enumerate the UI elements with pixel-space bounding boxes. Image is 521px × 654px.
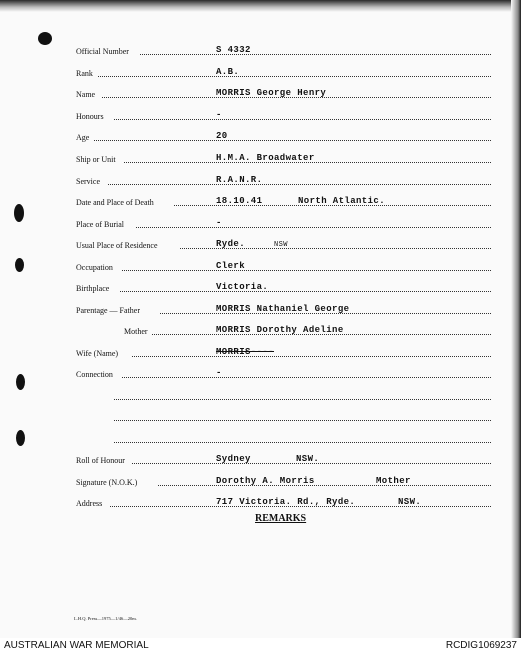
dotted-leader — [140, 54, 491, 55]
dotted-leader — [122, 377, 491, 378]
dotted-leader — [98, 76, 491, 77]
death-date-value: 18.10.41 — [216, 196, 263, 206]
address-state: NSW. — [398, 497, 422, 507]
occupation-value: Clerk — [216, 261, 246, 271]
name-value: MORRIS George Henry — [216, 88, 327, 98]
field-label: Age — [76, 133, 90, 142]
rank-value: A.B. — [216, 67, 240, 77]
field-label: Service — [76, 177, 100, 186]
dotted-leader — [132, 356, 491, 357]
dotted-leader — [158, 485, 491, 486]
ship-value: H.M.A. Broadwater — [216, 153, 315, 163]
punch-hole-icon — [16, 374, 25, 390]
signature-row — [76, 474, 491, 488]
address-row — [76, 495, 491, 509]
field-label: Parentage — Father — [76, 306, 140, 315]
connection-value: - — [216, 368, 222, 378]
father-value: MORRIS Nathaniel George — [216, 304, 350, 314]
service-value: R.A.N.R. — [216, 175, 263, 185]
scan-right-edge — [511, 0, 521, 638]
signature-relation: Mother — [376, 476, 411, 486]
field-label: Mother — [124, 327, 148, 336]
connection-blank-line — [76, 431, 491, 445]
archive-name: AUSTRALIAN WAR MEMORIAL — [4, 640, 149, 651]
death-place-value: North Atlantic. — [298, 196, 386, 206]
field-label: Name — [76, 90, 96, 99]
dotted-leader — [122, 270, 491, 271]
field-label: Address — [76, 499, 103, 508]
signature-value: Dorothy A. Morris — [216, 476, 315, 486]
occupation-row — [76, 259, 491, 273]
field-label: Place of Burial — [76, 220, 124, 229]
field-label: Wife (Name) — [76, 349, 119, 358]
roll-of-honour-row — [76, 452, 491, 466]
residence-state: NSW — [274, 241, 288, 249]
residence-row — [76, 237, 491, 251]
connection-blank-line — [76, 409, 491, 423]
scan-top-edge — [0, 0, 521, 12]
wife-row — [76, 345, 491, 359]
field-label: Official Number — [76, 47, 129, 56]
rank-row — [76, 65, 491, 79]
punch-hole-icon — [14, 204, 24, 222]
dotted-leader — [114, 119, 491, 120]
field-label: Usual Place of Residence — [76, 241, 158, 250]
mother-value: MORRIS Dorothy Adeline — [216, 325, 344, 335]
birthplace-row — [76, 280, 491, 294]
field-label: Signature (N.O.K.) — [76, 478, 138, 487]
age-value: 20 — [216, 131, 228, 141]
death-row — [76, 194, 491, 208]
dotted-leader — [114, 420, 491, 421]
mother-row — [76, 323, 491, 337]
service-row — [76, 173, 491, 187]
punch-hole-icon — [38, 32, 52, 45]
field-label: Ship or Unit — [76, 155, 116, 164]
field-label: Connection — [76, 370, 113, 379]
ship-row — [76, 151, 491, 165]
archive-footer — [0, 638, 521, 654]
age-row — [76, 129, 491, 143]
honours-row — [76, 108, 491, 122]
dotted-leader — [114, 399, 491, 400]
field-label: Rank — [76, 69, 93, 78]
connection-row — [76, 366, 491, 380]
field-label: Honours — [76, 112, 104, 121]
roll-value: Sydney — [216, 454, 251, 464]
roll-state: NSW. — [296, 454, 320, 464]
wife-value: MORRIS---- — [216, 347, 275, 357]
residence-value: Ryde. — [216, 239, 246, 249]
punch-hole-icon — [16, 430, 25, 446]
field-label: Date and Place of Death — [76, 198, 154, 207]
official-number-value: S 4332 — [216, 45, 251, 55]
connection-blank-line — [76, 388, 491, 402]
official-number-row — [76, 43, 491, 57]
burial-value: - — [216, 218, 222, 228]
dotted-leader — [114, 442, 491, 443]
father-row — [76, 302, 491, 316]
birthplace-value: Victoria. — [216, 282, 269, 292]
field-label: Roll of Honour — [76, 456, 125, 465]
burial-row — [76, 216, 491, 230]
dotted-leader — [94, 140, 491, 141]
field-label: Occupation — [76, 263, 113, 272]
address-value: 717 Victoria. Rd., Ryde. — [216, 497, 356, 507]
remarks-heading: REMARKS — [255, 513, 307, 524]
record-id: RCDIG1069237 — [445, 640, 517, 651]
dotted-leader — [120, 291, 491, 292]
honours-value: - — [216, 110, 222, 120]
dotted-leader — [108, 184, 491, 185]
punch-hole-icon — [15, 258, 24, 272]
name-row — [76, 86, 491, 100]
printer-imprint: L.H.Q. Press—1975—1/46—20m. — [74, 616, 137, 621]
dotted-leader — [136, 227, 491, 228]
field-label: Birthplace — [76, 284, 110, 293]
